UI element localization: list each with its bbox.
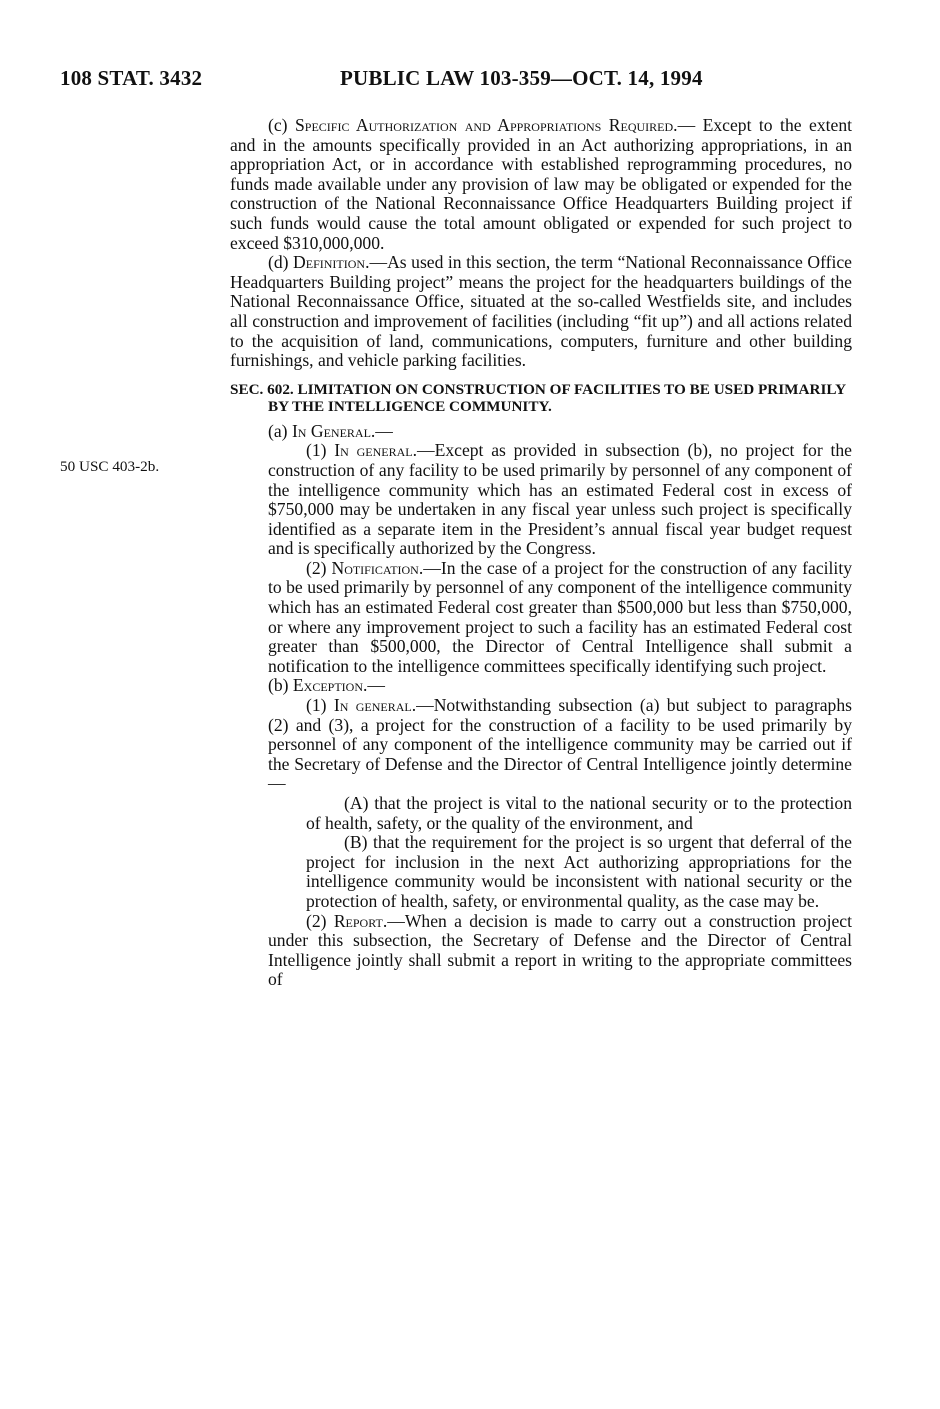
paragraph-b2-label: (2)	[306, 910, 334, 931]
paragraph-b2-heading: Report.	[333, 910, 388, 931]
subsection-b-label: (b)	[268, 675, 293, 696]
subsection-a	[230, 422, 852, 442]
subsection-b-dash: —	[367, 675, 385, 696]
stat-page-number: 108 STAT. 3432	[60, 66, 203, 90]
paragraph-a1-text: —Except as provided in subsection (b), no project for the construction of any facility to be used primarily by personnel of any component of the intelligence community which has an estimated Federal cost in excess of $750,000 may be undertaken in any fiscal year unless such project is specifically identified as a separate item in the President’s annual fiscal year budget request and is specifically authorized by the Congress.	[268, 440, 852, 559]
subsection-c-label: (c)	[268, 115, 295, 135]
subparagraph-bB: (B) that the requirement for the project is so urgent that deferral of the project for inclusion in the next Act authorizing appropriations for the intelligence community would be inconsistent with national security or the protection of health, safety, or environmental quality, as the case may be.	[306, 832, 852, 911]
subsection-d-label: (d)	[268, 252, 294, 273]
subsection-d-heading: Definition.	[293, 252, 370, 273]
paragraph-b1	[230, 696, 852, 794]
subsection-c	[230, 116, 852, 253]
paragraph-b2	[230, 912, 852, 990]
subparagraph-bA: (A) that the project is vital to the national security or to the protection of health, safety, or the quality of the environment, and	[306, 793, 852, 833]
subsection-a-dash: —	[375, 420, 393, 441]
paragraph-a2-heading: Notification.	[331, 557, 424, 578]
section-602-number: SEC. 602.	[230, 380, 298, 398]
section-602-title: LIMITATION ON CONSTRUCTION OF FACILITIES TO BE USED PRIMARILY BY THE INTELLIGENCE COMMUNITY.	[268, 380, 846, 416]
paragraph-a2-text: —In the case of a project for the construction of any facility to be used primarily by personnel of any component of the intelligence community which has an estimated Federal cost greater than $500,000 but less than $750,000, or where any improvement project to such a facility has an estimated Federal cost greater than $500,000, the Director of Central Intelligence shall submit a notification to the intelligence committees specifically identifying such project.	[268, 557, 852, 676]
paragraph-b1-heading: In general.	[333, 695, 417, 716]
paragraph-a1-heading: In general.	[334, 440, 417, 461]
subsection-d-text: —As used in this section, the term “National Reconnaissance Office Headquarters Building project” means the project for the headquarters buildings of the National Reconnaissance Office, situated at the so-called Westfields site, and includes all construction and improvement of facilities (including “fit up”) and all actions related to the acquisition of land, communications, computers, furniture and other building furnishings, and vehicle parking facilities.	[230, 252, 852, 371]
paragraph-a1	[230, 441, 852, 559]
public-law-citation: PUBLIC LAW 103-359—OCT. 14, 1994	[340, 66, 703, 90]
page-header	[60, 66, 880, 96]
subsection-c-text: — Except to the extent and in the amounts specifically provided in an Act authorizing appropriations, in an appropriation Act, or in accordance with established reprogramming procedures, no funds made available under any provision of law may be obligated or expended for the construction of the National Reconnaissance Office Headquarters Building project if such funds would cause the total amount obligated or expended for such project to exceed $310,000,000.	[230, 115, 852, 253]
subsection-d	[230, 253, 852, 371]
subsection-b-heading: Exception.	[292, 675, 368, 696]
subsection-a-label: (a)	[268, 420, 292, 441]
body-text	[230, 116, 852, 990]
paragraph-a2	[230, 559, 852, 677]
paragraph-b2-text: —When a decision is made to carry out a construction project under this subsection, the Secretary of Defense and the Director of Central Intelligence jointly shall submit a report in writing to the appropriate committees of	[268, 910, 852, 990]
section-602-heading	[230, 381, 852, 416]
paragraph-a2-label: (2)	[306, 557, 332, 578]
subsection-b	[230, 676, 852, 696]
subsection-a-heading: In General.	[291, 420, 376, 441]
paragraph-b1-label: (1)	[306, 695, 334, 716]
paragraph-b1-text: —Notwithstanding subsection (a) but subject to paragraphs (2) and (3), a project for the construction of a facility to be used primarily by personnel of any component of the intelligence community may be carried out if the Secretary of Defense and the Director of Central Intelligence jointly determine—	[268, 695, 852, 794]
margin-citation: 50 USC 403-2b.	[60, 458, 160, 475]
subsection-c-heading: Specific Authorization and Appropriations Required.	[294, 115, 678, 135]
paragraph-a1-label: (1)	[306, 440, 335, 461]
